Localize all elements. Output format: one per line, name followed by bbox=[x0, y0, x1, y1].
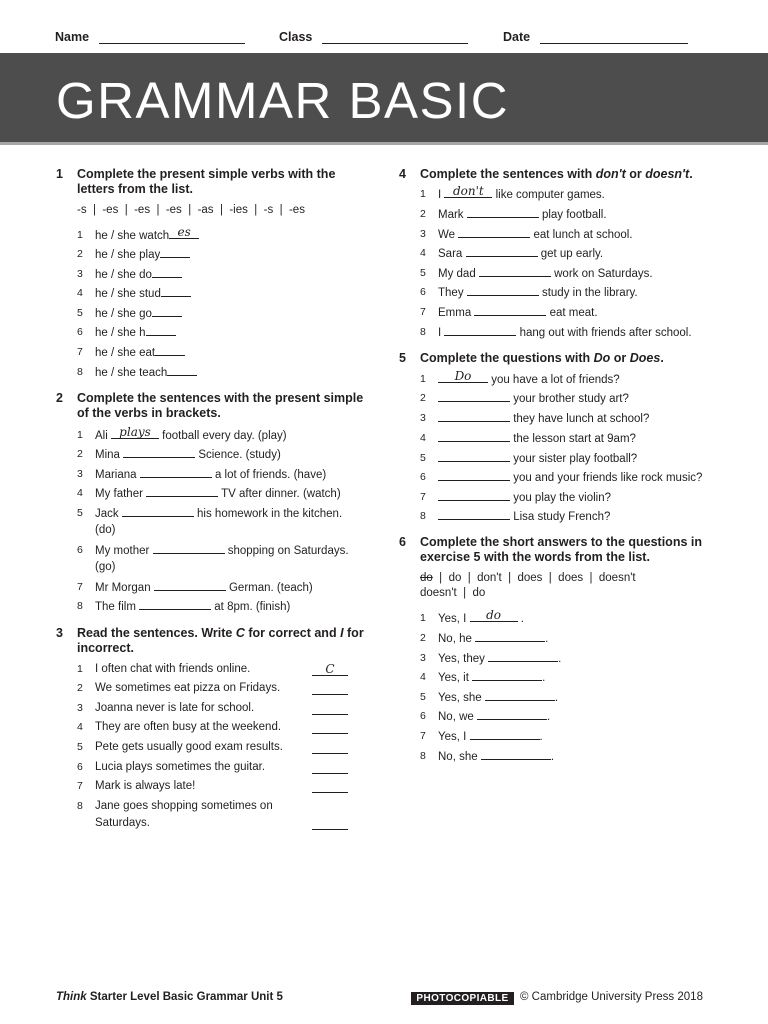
item-text: No, we bbox=[438, 711, 477, 723]
item-text: Mr Morgan bbox=[95, 582, 154, 594]
item-line bbox=[438, 508, 610, 526]
item-line bbox=[95, 542, 349, 560]
item-text: hang out with friends after school. bbox=[516, 327, 692, 339]
item-text: eat meat. bbox=[546, 307, 598, 319]
item-text: he / she h bbox=[95, 327, 146, 339]
item-number: 3 bbox=[420, 412, 426, 424]
item-line-2: (do) bbox=[95, 524, 116, 536]
verb-blank[interactable] bbox=[153, 542, 225, 554]
item-line bbox=[95, 579, 313, 597]
item-number: 3 bbox=[420, 652, 426, 664]
item-number: 8 bbox=[420, 510, 426, 522]
section-3-title-b: for correct and bbox=[244, 626, 341, 640]
item-text: Emma bbox=[438, 307, 475, 319]
suffix-blank[interactable] bbox=[152, 305, 182, 317]
dont-doesnt-blank[interactable] bbox=[479, 265, 551, 277]
section-4-title-dont: don't bbox=[595, 167, 626, 181]
item-line bbox=[438, 728, 543, 746]
item-text: a lot of friends. (have) bbox=[211, 469, 327, 481]
item-line bbox=[438, 265, 653, 283]
item-text: he / she go bbox=[95, 308, 152, 320]
short-answer-blank[interactable] bbox=[485, 689, 555, 701]
item-text: he / she play bbox=[95, 249, 161, 261]
suffix-blank[interactable] bbox=[155, 344, 185, 356]
verb-blank[interactable] bbox=[140, 466, 212, 478]
do-does-blank[interactable] bbox=[438, 508, 510, 520]
item-number: 4 bbox=[420, 671, 426, 683]
item-text: . bbox=[545, 633, 549, 645]
verb-blank[interactable] bbox=[123, 446, 195, 458]
item-number: 4 bbox=[420, 432, 426, 444]
verb-blank[interactable] bbox=[111, 427, 159, 439]
verb-blank[interactable] bbox=[139, 598, 211, 610]
footer-book-title bbox=[56, 991, 283, 1003]
section-3-title-a: Read the sentences. Write bbox=[77, 626, 236, 640]
item-number: 3 bbox=[77, 468, 83, 480]
item-line bbox=[438, 469, 702, 487]
section-6-word-list bbox=[420, 571, 636, 586]
item-text: My dad bbox=[438, 268, 479, 280]
verb-blank[interactable] bbox=[154, 579, 226, 591]
suffix-blank[interactable] bbox=[169, 227, 199, 239]
section-5-title-do: Do bbox=[593, 351, 611, 365]
item-line bbox=[95, 364, 197, 382]
item-text: I bbox=[438, 189, 445, 201]
item-number: 8 bbox=[77, 600, 83, 612]
item-number: 4 bbox=[77, 721, 83, 733]
item-text: No, he bbox=[438, 633, 476, 645]
item-text: you and your friends like rock music? bbox=[510, 472, 703, 484]
item-number: 7 bbox=[420, 491, 426, 503]
suffix-blank[interactable] bbox=[167, 364, 197, 376]
name-blank[interactable] bbox=[99, 32, 245, 44]
item-line bbox=[95, 700, 254, 717]
item-text: . bbox=[550, 751, 555, 763]
item-line bbox=[438, 245, 603, 263]
verb-blank[interactable] bbox=[146, 485, 218, 497]
item-text: TV after dinner. (watch) bbox=[218, 488, 341, 500]
section-5-title-or: or bbox=[610, 351, 630, 365]
item-line bbox=[438, 371, 620, 389]
date-blank[interactable] bbox=[540, 32, 688, 44]
section-5-title-end: . bbox=[660, 351, 664, 365]
do-does-blank[interactable] bbox=[438, 390, 510, 402]
section-6-number: 6 bbox=[399, 535, 406, 549]
item-text: . bbox=[547, 711, 551, 723]
item-text: he / she eat bbox=[95, 347, 156, 359]
item-line bbox=[438, 650, 561, 668]
section-2-title: Complete the sentences with the present simple of the verbs in brackets. bbox=[77, 391, 364, 420]
do-does-blank[interactable] bbox=[438, 469, 510, 481]
section-5-title bbox=[420, 351, 720, 366]
item-text: Yes, it bbox=[438, 672, 473, 684]
item-number: 5 bbox=[77, 507, 83, 519]
item-number: 6 bbox=[77, 761, 83, 773]
item-text: get up early. bbox=[537, 248, 604, 260]
item-text: We sometimes eat pizza on Fridays. bbox=[95, 682, 281, 694]
item-text: your sister play football? bbox=[510, 453, 638, 465]
item-text: . bbox=[558, 653, 562, 665]
item-number: 4 bbox=[77, 487, 83, 499]
item-line bbox=[438, 708, 550, 726]
short-answer-blank[interactable] bbox=[470, 728, 540, 740]
item-number: 6 bbox=[420, 710, 426, 722]
item-number: 4 bbox=[420, 247, 426, 259]
item-text: Jack bbox=[95, 508, 122, 520]
name-label: Name bbox=[55, 30, 90, 44]
item-number: 7 bbox=[420, 730, 426, 742]
item-line bbox=[438, 186, 605, 204]
item-line bbox=[95, 680, 280, 697]
handwritten-answer: C bbox=[325, 662, 335, 676]
item-line bbox=[95, 719, 281, 736]
suffix-blank[interactable] bbox=[152, 266, 182, 278]
item-line bbox=[95, 324, 176, 342]
do-does-blank[interactable] bbox=[438, 410, 510, 422]
item-number: 1 bbox=[420, 188, 426, 200]
item-number: 8 bbox=[77, 366, 83, 378]
item-text: work on Saturdays. bbox=[550, 268, 653, 280]
dont-doesnt-blank[interactable] bbox=[467, 206, 539, 218]
item-text: he / she watch bbox=[95, 230, 170, 242]
word-list-rest: | do | don't | does | does | doesn't bbox=[432, 572, 636, 584]
item-number: 4 bbox=[77, 287, 83, 299]
item-text: Mark is always late! bbox=[95, 780, 196, 792]
suffix-blank[interactable] bbox=[160, 246, 190, 258]
answer-line[interactable] bbox=[312, 762, 348, 774]
item-text: football every day. (play) bbox=[158, 430, 287, 442]
item-text: Mina bbox=[95, 449, 124, 461]
item-number: 5 bbox=[420, 452, 426, 464]
item-text: Yes, she bbox=[438, 692, 485, 704]
struck-word: do bbox=[420, 572, 433, 584]
section-1-number: 1 bbox=[56, 167, 63, 181]
item-line bbox=[438, 689, 558, 707]
item-line bbox=[438, 748, 554, 766]
item-text: study in the library. bbox=[538, 287, 638, 299]
item-number: 8 bbox=[420, 326, 426, 338]
answer-line[interactable] bbox=[312, 683, 348, 695]
item-line bbox=[95, 427, 287, 445]
item-text: The film bbox=[95, 601, 140, 613]
answer-line[interactable] bbox=[312, 818, 348, 830]
page-title: GRAMMAR BASIC bbox=[56, 72, 510, 129]
short-answer-blank[interactable] bbox=[477, 708, 547, 720]
do-does-blank[interactable] bbox=[438, 430, 510, 442]
answer-line[interactable] bbox=[312, 722, 348, 734]
item-line bbox=[438, 226, 633, 244]
item-line bbox=[95, 305, 182, 323]
item-text: . bbox=[542, 672, 546, 684]
section-3-title bbox=[77, 626, 367, 656]
short-answer-blank[interactable] bbox=[470, 610, 518, 622]
class-field[interactable] bbox=[279, 30, 468, 44]
section-4-title-doesnt: doesn't bbox=[645, 167, 690, 181]
item-number: 7 bbox=[77, 780, 83, 792]
item-text: shopping on Saturdays. bbox=[224, 545, 349, 557]
item-line bbox=[95, 466, 326, 484]
item-text: Mariana bbox=[95, 469, 140, 481]
answer-line[interactable] bbox=[312, 781, 348, 793]
item-text: he / she stud bbox=[95, 288, 161, 300]
item-text: your brother study art? bbox=[510, 393, 629, 405]
do-does-blank[interactable] bbox=[438, 371, 488, 383]
item-text: Yes, I bbox=[438, 731, 470, 743]
item-number: 7 bbox=[77, 581, 83, 593]
section-3-number: 3 bbox=[56, 626, 63, 640]
item-text: Lisa study French? bbox=[510, 511, 611, 523]
date-field[interactable] bbox=[503, 30, 688, 44]
item-number: 5 bbox=[77, 741, 83, 753]
dont-doesnt-blank[interactable] bbox=[444, 324, 516, 336]
section-4-title-a: Complete the sentences with bbox=[420, 167, 596, 181]
item-number: 3 bbox=[77, 702, 83, 714]
item-text: I bbox=[438, 327, 445, 339]
item-number: 1 bbox=[77, 663, 83, 675]
footer-copyright: © Cambridge University Press 2018 bbox=[520, 991, 703, 1003]
item-text: Joanna never is late for school. bbox=[95, 702, 255, 714]
section-3-title-i: I bbox=[340, 626, 344, 640]
item-text: Lucia plays sometimes the guitar. bbox=[95, 761, 266, 773]
item-line bbox=[438, 610, 524, 628]
handwritten-answer: plays bbox=[119, 425, 151, 439]
item-line-2: Saturdays. bbox=[95, 817, 150, 829]
section-1-title: Complete the present simple verbs with the letters from the list. bbox=[77, 167, 336, 196]
item-line bbox=[438, 390, 629, 408]
item-line bbox=[95, 246, 190, 264]
class-label: Class bbox=[279, 30, 313, 44]
section-2-number: 2 bbox=[56, 391, 63, 405]
item-number: 2 bbox=[420, 632, 426, 644]
do-does-blank[interactable] bbox=[438, 489, 510, 501]
item-line bbox=[95, 759, 265, 776]
item-number: 5 bbox=[420, 267, 426, 279]
item-line bbox=[438, 206, 607, 224]
item-text: his homework in the kitchen. bbox=[193, 508, 343, 520]
handwritten-answer: Do bbox=[454, 369, 472, 383]
item-number: 3 bbox=[420, 228, 426, 240]
item-text: Sara bbox=[438, 248, 466, 260]
item-text: he / she do bbox=[95, 269, 152, 281]
item-line bbox=[438, 304, 598, 322]
item-text: They are often busy at the weekend. bbox=[95, 721, 282, 733]
item-text: you have a lot of friends? bbox=[488, 374, 620, 386]
item-line bbox=[95, 227, 199, 245]
dont-doesnt-blank[interactable] bbox=[444, 186, 492, 198]
item-text: eat lunch at school. bbox=[530, 229, 633, 241]
handwritten-answer: es bbox=[177, 225, 191, 239]
item-text: Yes, they bbox=[438, 653, 489, 665]
item-text: No, she bbox=[438, 751, 481, 763]
section-3-title-c: C bbox=[235, 626, 245, 640]
item-text: Mark bbox=[438, 209, 467, 221]
item-text: They bbox=[438, 287, 467, 299]
item-number: 6 bbox=[420, 471, 426, 483]
item-line bbox=[438, 324, 692, 342]
item-number: 2 bbox=[77, 248, 83, 260]
item-line bbox=[95, 739, 283, 756]
item-number: 5 bbox=[420, 691, 426, 703]
section-6-title: Complete the short answers to the questions in exercise 5 with the words from the list. bbox=[420, 535, 702, 564]
item-text: . bbox=[517, 613, 524, 625]
item-text: My father bbox=[95, 488, 147, 500]
item-line bbox=[438, 450, 637, 468]
date-label: Date bbox=[503, 30, 531, 44]
answer-line[interactable] bbox=[312, 742, 348, 754]
item-number: 1 bbox=[77, 429, 83, 441]
item-number: 8 bbox=[77, 800, 83, 812]
item-line bbox=[438, 630, 548, 648]
section-5-number: 5 bbox=[399, 351, 406, 365]
item-number: 1 bbox=[420, 373, 426, 385]
item-line bbox=[438, 284, 638, 302]
suffix-blank[interactable] bbox=[161, 285, 191, 297]
item-line bbox=[438, 430, 636, 448]
item-line bbox=[95, 661, 250, 678]
item-number: 2 bbox=[77, 682, 83, 694]
section-4-number: 4 bbox=[399, 167, 406, 181]
dont-doesnt-blank[interactable] bbox=[458, 226, 530, 238]
item-number: 2 bbox=[77, 448, 83, 460]
section-6-word-list-line2: doesn't | do bbox=[420, 587, 486, 599]
section-4-title-end: . bbox=[689, 167, 693, 181]
suffix-blank[interactable] bbox=[146, 324, 176, 336]
section-5-title-does: Does bbox=[629, 351, 661, 365]
item-text: you play the violin? bbox=[510, 492, 612, 504]
item-text: play football. bbox=[538, 209, 607, 221]
item-number: 1 bbox=[77, 229, 83, 241]
name-field[interactable] bbox=[55, 30, 245, 44]
item-line bbox=[95, 485, 341, 503]
item-text: he / she teach bbox=[95, 367, 168, 379]
item-text: German. (teach) bbox=[225, 582, 313, 594]
photocopiable-badge: PHOTOCOPIABLE bbox=[411, 992, 514, 1005]
handwritten-answer: do bbox=[486, 608, 501, 622]
item-line bbox=[438, 489, 611, 507]
item-number: 6 bbox=[77, 326, 83, 338]
item-text: I often chat with friends online. bbox=[95, 663, 251, 675]
item-line bbox=[95, 598, 290, 616]
item-number: 6 bbox=[420, 286, 426, 298]
dont-doesnt-blank[interactable] bbox=[467, 284, 539, 296]
footer-book-italic: Think bbox=[56, 991, 87, 1003]
item-number: 5 bbox=[77, 307, 83, 319]
item-line bbox=[438, 669, 545, 687]
item-text: Science. (study) bbox=[195, 449, 281, 461]
answer-line[interactable] bbox=[312, 664, 348, 676]
item-text: at 8pm. (finish) bbox=[211, 601, 291, 613]
item-text: My mother bbox=[95, 545, 153, 557]
item-number: 8 bbox=[420, 750, 426, 762]
item-line bbox=[438, 410, 649, 428]
item-text: the lesson start at 9am? bbox=[510, 433, 636, 445]
section-4-title-or: or bbox=[625, 167, 646, 181]
section-1-word-list: -s | -es | -es | -es | -as | -ies | -s | -es bbox=[77, 204, 305, 216]
item-number: 6 bbox=[77, 544, 83, 556]
item-number: 2 bbox=[420, 208, 426, 220]
banner-underline bbox=[0, 142, 768, 145]
answer-line[interactable] bbox=[312, 703, 348, 715]
dont-doesnt-blank[interactable] bbox=[466, 245, 538, 257]
item-text: . bbox=[539, 731, 543, 743]
footer-book-rest: Starter Level Basic Grammar Unit 5 bbox=[86, 991, 283, 1003]
item-line bbox=[95, 344, 185, 362]
item-line bbox=[95, 446, 281, 464]
item-line bbox=[95, 505, 342, 523]
section-3-title-d: for incorrect. bbox=[77, 626, 364, 655]
item-line bbox=[95, 778, 195, 795]
verb-blank[interactable] bbox=[122, 505, 194, 517]
item-text: Jane goes shopping sometimes on bbox=[95, 800, 273, 812]
item-line bbox=[95, 266, 182, 284]
handwritten-answer: don't bbox=[453, 184, 484, 198]
item-text: they have lunch at school? bbox=[510, 413, 650, 425]
item-text: . bbox=[554, 692, 559, 704]
item-text: We bbox=[438, 229, 459, 241]
item-text: Pete gets usually good exam results. bbox=[95, 741, 283, 753]
section-4-title bbox=[420, 167, 720, 182]
item-number: 3 bbox=[77, 268, 83, 280]
item-line bbox=[95, 285, 191, 303]
item-number: 2 bbox=[420, 392, 426, 404]
item-text: Yes, I bbox=[438, 613, 470, 625]
short-answer-blank[interactable] bbox=[475, 630, 545, 642]
section-5-title-a: Complete the questions with bbox=[420, 351, 594, 365]
do-does-blank[interactable] bbox=[438, 450, 510, 462]
short-answer-blank[interactable] bbox=[481, 748, 551, 760]
item-number: 7 bbox=[420, 306, 426, 318]
class-blank[interactable] bbox=[322, 32, 468, 44]
item-number: 1 bbox=[420, 612, 426, 624]
item-number: 7 bbox=[77, 346, 83, 358]
item-text: like computer games. bbox=[492, 189, 605, 201]
dont-doesnt-blank[interactable] bbox=[474, 304, 546, 316]
item-line bbox=[95, 798, 273, 815]
item-text: Ali bbox=[95, 430, 111, 442]
short-answer-blank[interactable] bbox=[472, 669, 542, 681]
short-answer-blank[interactable] bbox=[488, 650, 558, 662]
item-line-2: (go) bbox=[95, 561, 116, 573]
